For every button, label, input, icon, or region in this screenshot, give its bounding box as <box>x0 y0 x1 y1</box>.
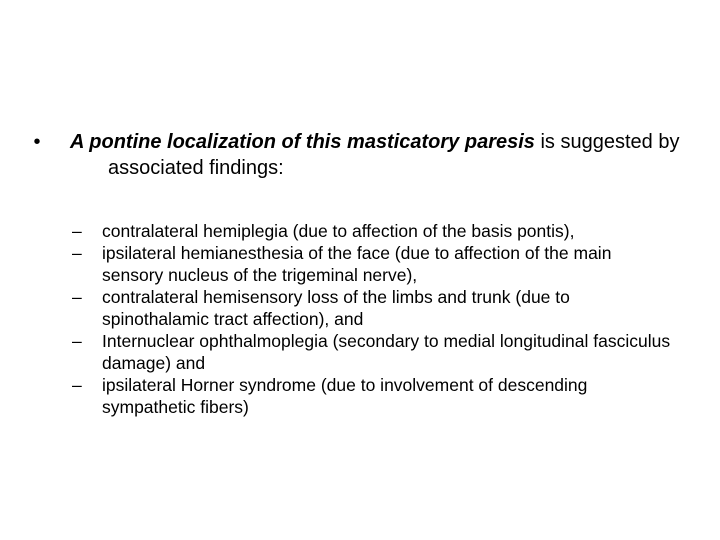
list-item-text: ipsilateral Horner syndrome (due to involvement of descending sympathetic fibers) <box>102 375 588 417</box>
list-item <box>72 286 672 330</box>
main-bullet <box>30 129 690 181</box>
dash-icon: – <box>72 221 82 241</box>
list-item-text: Internuclear ophthalmoplegia (secondary to medial longitudinal fasciculus damage) and <box>102 331 671 373</box>
dash-icon: – <box>72 331 82 351</box>
list-item-text: contralateral hemiplegia (due to affection of the basis pontis), <box>102 221 575 241</box>
list-item <box>72 242 672 286</box>
main-bullet-emphasis: A pontine localization of this masticatory paresis <box>70 131 535 153</box>
list-item <box>72 374 672 418</box>
main-bullet-rest: is suggested by associated findings: <box>108 131 680 179</box>
sub-list <box>72 220 672 418</box>
dash-icon: – <box>72 375 82 395</box>
list-item-text: contralateral hemisensory loss of the limbs and trunk (due to spinothalamic tract affection), and <box>102 287 570 329</box>
list-item <box>72 330 672 374</box>
bullet-icon: • <box>33 131 41 153</box>
main-bullet-text <box>68 129 690 181</box>
list-item <box>72 220 672 242</box>
dash-icon: – <box>72 287 82 307</box>
dash-icon: – <box>72 243 82 263</box>
list-item-text: ipsilateral hemianesthesia of the face (due to affection of the main sensory nucleus of the trigeminal nerve), <box>102 243 612 285</box>
